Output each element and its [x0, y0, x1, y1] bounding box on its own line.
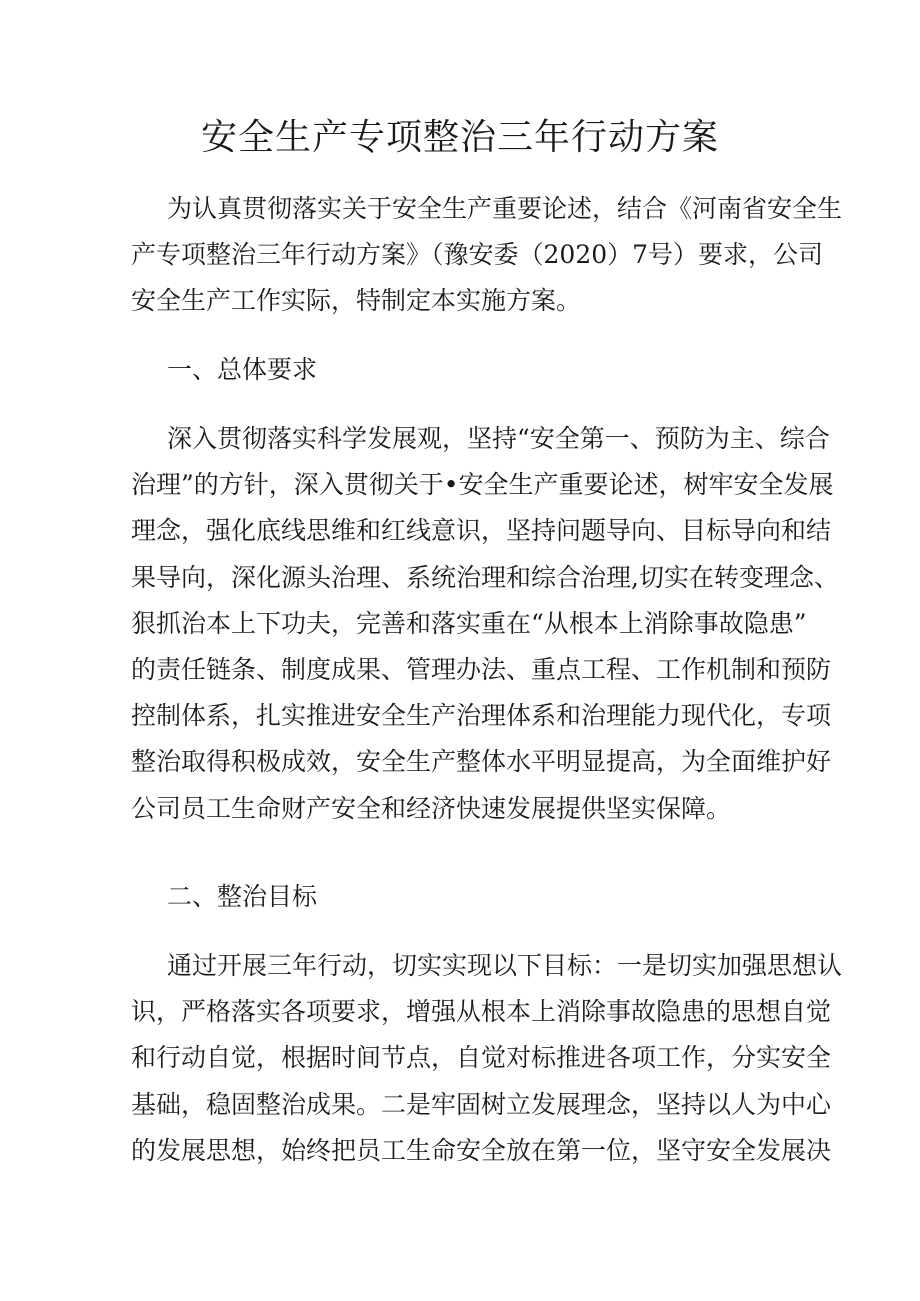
intro-paragraph	[131, 186, 842, 325]
paragraph-line: 深入贯彻落实科学发展观，坚持“安全第一、预防为主、综合	[167, 424, 830, 453]
section-heading-rectification-goals: 二、整治目标	[167, 882, 318, 911]
paragraph-line: 公司员工生命财产安全和经济快速发展提供坚实保障。	[131, 793, 732, 823]
paragraph-line: 果导向，深化源头治理、系统治理和综合治理,切实在转变理念、	[131, 562, 839, 592]
paragraph-line: 的发展思想，始终把员工生命安全放在第一位，坚守安全发展决	[131, 1135, 832, 1165]
paragraph-line: 狠抓治本上下功夫，完善和落实重在“从根本上消除事故隐患”	[131, 608, 807, 638]
paragraph-line: 治理”的方针，深入贯彻关于•安全生产重要论述，树牢安全发展	[131, 470, 834, 500]
document-title: 安全生产专项整治三年行动方案	[200, 117, 719, 158]
rectification-goals-paragraph	[131, 943, 842, 1174]
paragraph-line: 理念，强化底线思维和红线意识，坚持问题导向、目标导向和结	[131, 516, 832, 546]
intro-line: 产专项整治三年行动方案》（豫安委（2020）7号）要求，公司	[131, 240, 824, 270]
paragraph-line: 通过开展三年行动，切实实现以下目标：一是切实加强思想认	[167, 951, 843, 980]
paragraph-line: 控制体系，扎实推进安全生产治理体系和治理能力现代化，专项	[131, 701, 832, 731]
paragraph-line: 基础，稳固整治成果。二是牢固树立发展理念，坚持以人为中心	[131, 1089, 832, 1119]
paragraph-line: 识，严格落实各项要求，增强从根本上消除事故隐患的思想自觉	[131, 997, 832, 1027]
section-heading-general-requirements: 一、总体要求	[167, 355, 318, 384]
intro-line: 为认真贯彻落实关于安全生产重要论述，结合《河南省安全生	[167, 194, 843, 223]
paragraph-line: 和行动自觉，根据时间节点，自觉对标推进各项工作，分实安全	[131, 1043, 832, 1073]
general-requirements-paragraph	[131, 416, 839, 832]
intro-line: 安全生产工作实际，特制定本实施方案。	[131, 286, 582, 316]
paragraph-line: 的责任链条、制度成果、管理办法、重点工程、工作机制和预防	[131, 654, 832, 684]
paragraph-line: 整治取得积极成效，安全生产整体水平明显提高，为全面维护好	[131, 747, 832, 777]
